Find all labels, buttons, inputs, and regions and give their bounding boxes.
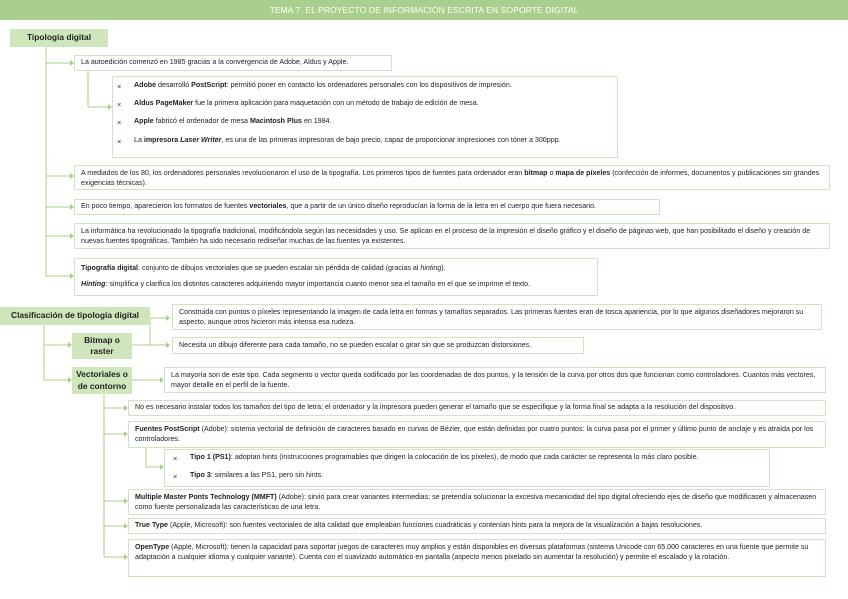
item-laser-writer: La impresora Laser Writer, es una de las primeras impresoras de bajo precio, capaz de proporcionar impresiones con tóner a 300ppp. <box>134 136 561 144</box>
node-clasificacion-tipologia: Clasificación de tipología digital <box>0 307 150 325</box>
item-tipo1: Tipo 1 (PS1): adoptan hints (instrucciones programables que dirigen la colocación de los píxeles), de modo que cada carácter se representa lo más claro posible. <box>190 453 699 461</box>
text-necesita: Necesita un dibujo diferente para cada tamaño, no se pueden escalar o girar sin que se produzcan distorsiones. <box>179 340 532 349</box>
box-necesita <box>172 337 584 354</box>
box-mmft <box>128 489 826 515</box>
box-autoedicion <box>74 55 392 71</box>
box-mayoria <box>164 367 826 393</box>
bullet-marker: × <box>117 137 122 146</box>
box-construida <box>172 304 822 330</box>
box-informatica <box>74 223 830 249</box>
box-truetype <box>128 518 826 534</box>
text-no-necesario: No es necesario instalar todos los tamaños del tipo de letra; el ordenador y la impresora pueden generar el tamaño que se especifique y la forma final se adapta a la resolución del dispositivo. <box>135 403 736 412</box>
bullet-marker: × <box>117 82 122 91</box>
text-mmft: Multiple Master Ponts Technology (MMFT) (Adobe): sirvió para crear variantes intermedias; se pretendía solucionar la excesiva mecanicidad del tipo digital ofreciendo ejes de diseño que modificasen y almacenasen como fuente personalizada las características de una letra. <box>135 493 817 511</box>
item-adobe: Adobe desarrolló PostScript: permitió poner en contacto los ordenadores personales con los dispositivos de impresión. <box>134 81 512 89</box>
text-opentype: OpenType (Apple, Microsoft): tienen la capacidad para soportar juegos de caracteres muy amplios y están disponibles en diversas plataformas (sistema Unicode con 65.000 caracteres en una fuente que permite su adaptación a cualquier idioma y cualquier variante). Cuenta con el suavizado automático en pantalla (aspecto menos pixelado sin aumentar la resolución) y permite el escalado y la rotación. <box>135 543 809 561</box>
text-truetype: True Type (Apple, Microsoft): son fuentes vectoriales de alta calidad que empleaban funciones cuadráticas y contenían hints para la mejora de la visualización a bajas resoluciones. <box>135 521 703 530</box>
bullet-marker: × <box>117 118 122 127</box>
text-mayoria: La mayoría son de este tipo. Cada segmento o vector queda codificado por las coordenadas de dos puntos, y la tensión de la curva por otros dos que funcionan como controladores. Cuantos más vectores, mayor detalle en el perfil de la fuente. <box>171 371 816 389</box>
page-header: TEMA 7. EL PROYECTO DE INFORMACIÓN ESCRITA EN SOPORTE DIGITAL <box>0 0 848 20</box>
box-opentype <box>128 539 826 577</box>
node-vectoriales: Vectoriales o de contorno <box>72 367 132 394</box>
item-tipo3: Tipo 3: similares a las PS1, pero sin hints. <box>190 471 324 479</box>
bullet-marker: × <box>117 100 122 109</box>
text-poco-tiempo: En poco tiempo, aparecieron los formatos de fuentes vectoriales, que a partir de un único diseño reproducían la forma de la letra en el cuerpo que fuera necesario. <box>81 202 597 211</box>
box-tipografia-hinting <box>74 258 598 296</box>
bullet-marker: × <box>173 472 178 481</box>
text-construida: Construida con puntos o píxeles representando la imagen de cada letra en formas y tamaños separados. Las primeras fuentes eran de tosca apariencia, por lo que algunos diseñadores mejoraron su aspecto, aunque otros hicieron más intensa esa rudeza. <box>179 308 804 326</box>
text-postscript: Fuentes PostScript (Adobe): sistema vectorial de definición de caracteres basado en curvas de Bézier, que están definidas por cuatro puntos: la curva pasa por el primer y último punto de anclaje y es atraída por los controladores. <box>135 425 814 443</box>
node-tipologia-digital: Tipología digital <box>10 29 108 47</box>
text-hinting: Hinting: simplifica y clarifica los distintos caracteres adquiriendo mayor importancia cuanto menor sea el tamaño en el que se imprime el texto. <box>81 279 531 288</box>
text-mediados-80: A mediados de los 80, los ordenadores personales revolucionaron el uso de la tipografía. Los primeros tipos de fuentes para ordenador eran bitmap o mapa de píxeles (confección de informes, documentos y publicaciones sin grandes exigencias técnicas). <box>81 169 820 187</box>
node-bitmap: Bitmap o raster <box>72 333 132 359</box>
text-tipografia-digital: Tipografía digital: conjunto de dibujos vectoriales que se pueden escalar sin pérdida de calidad (gracias al hinting). <box>81 264 446 272</box>
box-mediados-80 <box>74 165 830 190</box>
box-no-necesario <box>128 400 826 416</box>
item-apple: Apple fabricó el ordenador de mesa Macintosh Plus en 1984. <box>134 117 332 125</box>
item-aldus: Aldus PageMaker fue la primera aplicación para maquetación con un método de trabajo de edición de mesa. <box>134 99 479 107</box>
box-poco-tiempo <box>74 199 660 215</box>
text-autoedicion: La autoedición comenzó en 1985 gracias a la convergencia de Adobe, Aldus y Apple. <box>81 58 349 67</box>
box-postscript <box>128 421 826 448</box>
text-informatica: La informática ha revolucionado la tipografía tradicional, modificándola según las necesidades y uso. Se aplican en el proceso de la impresión el diseño gráfico y el diseño de páginas web, que han posibilitado el diseño y creación de nuevas fuentes tipográficas. También ha sido necesario rediseñar muchas de las fuentes ya existentes. <box>81 227 811 245</box>
bullet-marker: × <box>173 454 178 463</box>
